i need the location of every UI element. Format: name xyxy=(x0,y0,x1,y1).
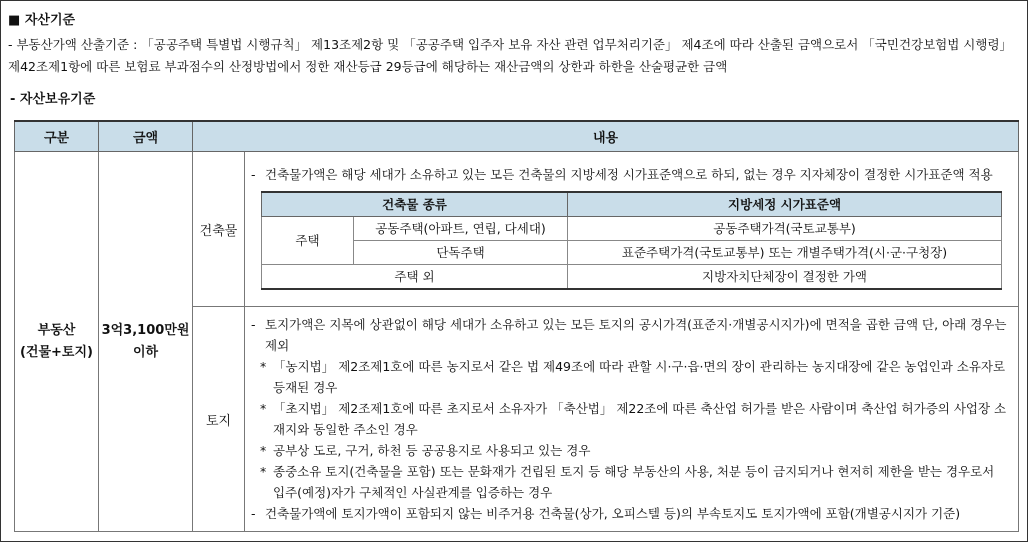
building-intro: - 건축물가액은 해당 세대가 소유하고 있는 모든 건축물의 지방세정 시가표준액으로 하되, 없는 경우 지자체장이 결정한 시가표준액 적용 xyxy=(251,167,993,182)
asset-holding-criteria-title: - 자산보유기준 xyxy=(10,92,96,107)
category-name: 부동산 xyxy=(37,322,76,338)
header-amount: 금액 xyxy=(99,121,193,152)
inner-header-type: 건축물 종류 xyxy=(262,192,568,217)
table-row xyxy=(262,265,1002,290)
asset-criteria-table xyxy=(14,120,1019,532)
land-intro: - 토지가액은 지목에 상관없이 해당 세대가 소유하고 있는 모든 토지의 공시가격(표준지·개별공시지가)에 면적을 곱한 금액 단, 아래 경우는 제외 xyxy=(251,317,1007,353)
building-type: 공동주택(아파트, 연립, 다세대) xyxy=(354,217,568,241)
land-note: - 건축물가액에 토지가액이 포함되지 않는 비주거용 건축물(상가, 오피스텔 등)의 부속토지도 토지가액에 포함(개별공시지가 기준) xyxy=(251,506,961,521)
amount-cell xyxy=(99,152,193,532)
header-content: 내용 xyxy=(193,121,1019,152)
table-row xyxy=(262,217,1002,241)
building-type: 단독주택 xyxy=(354,241,568,265)
inner-header-row xyxy=(262,192,1002,217)
square-bullet-icon: ■ xyxy=(8,13,21,28)
house-label: 주택 xyxy=(262,217,354,265)
table-header-row xyxy=(15,121,1019,152)
building-row xyxy=(15,152,1019,307)
category-detail: (건물+토지) xyxy=(19,344,93,360)
section-title: 자산기준 xyxy=(24,13,76,28)
building-price-basis: 지방자치단체장이 결정한 가액 xyxy=(568,265,1002,290)
building-price-basis: 표준주택가격(국토교통부) 또는 개별주택가격(시·군·구청장) xyxy=(568,241,1002,265)
land-content xyxy=(245,307,1019,532)
list-item: * 공부상 도로, 구거, 하천 등 공공용지로 사용되고 있는 경우 xyxy=(260,443,591,458)
building-price-basis: 공동주택가격(국토교통부) xyxy=(568,217,1002,241)
amount-qualifier: 이하 xyxy=(132,344,159,360)
list-item: * 「농지법」 제2조제1호에 따른 농지로서 같은 법 제49조에 따라 관할 시·구·읍·면의 장이 관리하는 농지대장에 같은 농업인과 소유자로 등재된 경우 xyxy=(260,359,1006,395)
building-content xyxy=(245,152,1019,307)
inner-header-value: 지방세정 시가표준액 xyxy=(568,192,1002,217)
land-label: 토지 xyxy=(193,307,245,532)
amount-value: 3억3,100만원 xyxy=(101,322,190,338)
header-category: 구분 xyxy=(15,121,99,152)
valuation-basis-text: - 부동산가액 산출기준 : 「공공주택 특별법 시행규칙」 제13조제2항 및 「공공주택 입주자 보유 자산 관련 업무처리기준」 제4조에 따라 산출된 금액으로서 「국민건강보험법 시행령」 제42조제1항에 따른 보험료 부과점수의 산정방법에서 정한 재산등급 29등급에 해당하는 재산금액의 상한과 하한을 산술평균한 금액 xyxy=(8,37,1013,74)
section-heading xyxy=(8,9,75,28)
building-type: 주택 외 xyxy=(262,265,568,290)
building-price-table xyxy=(261,191,1002,290)
list-item: * 「초지법」 제2조제1호에 따른 초지로서 소유자가 「축산법」 제22조에 따른 축산업 허가를 받은 사람이며 축산업 허가증의 사업장 소재지와 동일한 주소인 경우 xyxy=(260,401,1007,437)
list-item: * 종중소유 토지(건축물을 포함) 또는 문화재가 건립된 토지 등 해당 부동산의 사용, 처분 등이 금지되거나 현저히 제한을 받는 경우로서 입주(예정)자가 구체적인 사실관계를 입증하는 경우 xyxy=(260,464,995,500)
building-label: 건축물 xyxy=(193,152,245,307)
category-cell xyxy=(15,152,99,532)
table-row xyxy=(262,241,1002,265)
